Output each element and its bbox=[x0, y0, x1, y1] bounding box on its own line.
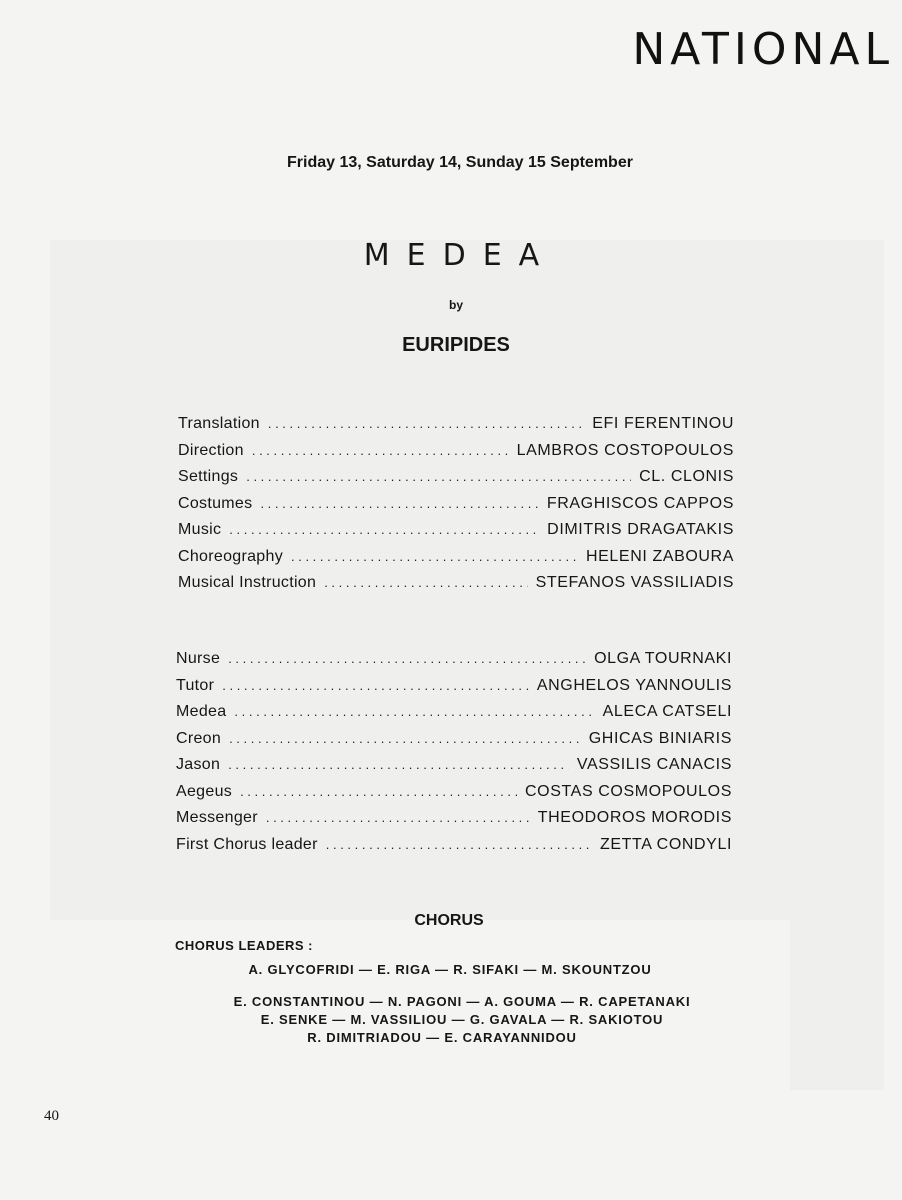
cast-name: OLGA TOURNAKI bbox=[594, 650, 732, 667]
credit-role: Settings bbox=[178, 468, 239, 485]
cast-role: Jason bbox=[176, 756, 221, 773]
cast-row bbox=[176, 783, 732, 810]
performance-dates: Friday 13, Saturday 14, Sunday 15 September bbox=[287, 154, 633, 171]
dot-leader bbox=[268, 416, 584, 431]
dot-leader bbox=[266, 810, 530, 825]
dot-leader bbox=[291, 549, 578, 564]
credit-name: STEFANOS VASSILIADIS bbox=[535, 574, 734, 591]
dot-leader bbox=[246, 469, 631, 484]
cast-row bbox=[176, 809, 732, 836]
credit-name: FRAGHISCOS CAPPOS bbox=[546, 494, 734, 512]
credit-name: HELENI ZABOURA bbox=[586, 547, 734, 565]
cast-name: ANGHELOS YANNOULIS bbox=[536, 676, 732, 694]
credit-name: CL. CLONIS bbox=[639, 468, 734, 485]
chorus-members-line: E. SENKE — M. VASSILIOU — G. GAVALA — R. SAKIOTOU bbox=[260, 1012, 664, 1027]
cast-list bbox=[176, 650, 732, 862]
dot-leader bbox=[324, 575, 527, 590]
cast-row bbox=[176, 703, 732, 730]
credit-role: Translation bbox=[178, 415, 260, 432]
credit-role: Choreography bbox=[178, 547, 283, 565]
dot-leader bbox=[326, 837, 592, 852]
dot-leader bbox=[240, 784, 517, 799]
cast-role: Messenger bbox=[176, 809, 258, 826]
author-name: EURIPIDES bbox=[402, 334, 510, 356]
cast-name: ALECA CATSELI bbox=[602, 703, 732, 720]
dot-leader bbox=[228, 651, 586, 666]
credit-role: Direction bbox=[178, 441, 244, 459]
cast-role: First Chorus leader bbox=[176, 835, 318, 853]
credit-row bbox=[178, 415, 734, 442]
cast-role: Medea bbox=[176, 703, 227, 720]
dot-leader bbox=[260, 496, 538, 511]
cast-row bbox=[176, 650, 732, 677]
by-label: by bbox=[448, 298, 463, 312]
cast-role: Creon bbox=[176, 729, 222, 747]
page-number: 40 bbox=[44, 1108, 59, 1124]
dot-leader bbox=[229, 731, 581, 746]
cast-name: VASSILIS CANACIS bbox=[576, 756, 732, 773]
chorus-leaders-label: CHORUS LEADERS : bbox=[175, 938, 314, 953]
credit-row bbox=[178, 574, 734, 601]
cast-name: ZETTA CONDYLI bbox=[600, 835, 732, 853]
cast-role: Aegeus bbox=[176, 782, 233, 800]
credit-row bbox=[178, 468, 734, 495]
cast-name: GHICAS BINIARIS bbox=[588, 729, 732, 747]
credit-name: EFI FERENTINOU bbox=[592, 415, 734, 432]
cast-row bbox=[176, 730, 732, 757]
credit-row bbox=[178, 548, 734, 575]
cast-role: Nurse bbox=[176, 650, 221, 667]
cast-row bbox=[176, 756, 732, 783]
play-title: MEDEA bbox=[363, 238, 557, 273]
chorus-members-line: R. DIMITRIADOU — E. CARAYANNIDOU bbox=[307, 1030, 577, 1045]
dot-leader bbox=[252, 443, 509, 458]
production-credits bbox=[178, 415, 734, 601]
cast-row bbox=[176, 677, 732, 704]
dot-leader bbox=[222, 678, 529, 693]
chorus-leaders-names: A. GLYCOFRIDI — E. RIGA — R. SIFAKI — M. SKOUNTZOU bbox=[248, 962, 652, 977]
cast-name: COSTAS COSMOPOULOS bbox=[525, 782, 732, 800]
credit-name: LAMBROS COSTOPOULOS bbox=[516, 441, 734, 459]
cast-role: Tutor bbox=[176, 676, 215, 694]
header-word: NATIONAL bbox=[632, 24, 894, 75]
credit-role: Music bbox=[178, 521, 222, 538]
credit-role: Musical Instruction bbox=[178, 574, 317, 591]
credit-row bbox=[178, 521, 734, 548]
dot-leader bbox=[229, 522, 539, 537]
cast-row bbox=[176, 836, 732, 863]
chorus-heading: CHORUS bbox=[414, 912, 484, 929]
dot-leader bbox=[228, 757, 569, 772]
credit-role: Costumes bbox=[178, 494, 253, 512]
credit-row bbox=[178, 495, 734, 522]
credit-name: DIMITRIS DRAGATAKIS bbox=[547, 521, 734, 538]
credit-row bbox=[178, 442, 734, 469]
cast-name: THEODOROS MORODIS bbox=[537, 809, 732, 826]
dot-leader bbox=[234, 704, 594, 719]
chorus-members-line: E. CONSTANTINOU — N. PAGONI — A. GOUMA — R. CAPETANAKI bbox=[233, 994, 691, 1009]
